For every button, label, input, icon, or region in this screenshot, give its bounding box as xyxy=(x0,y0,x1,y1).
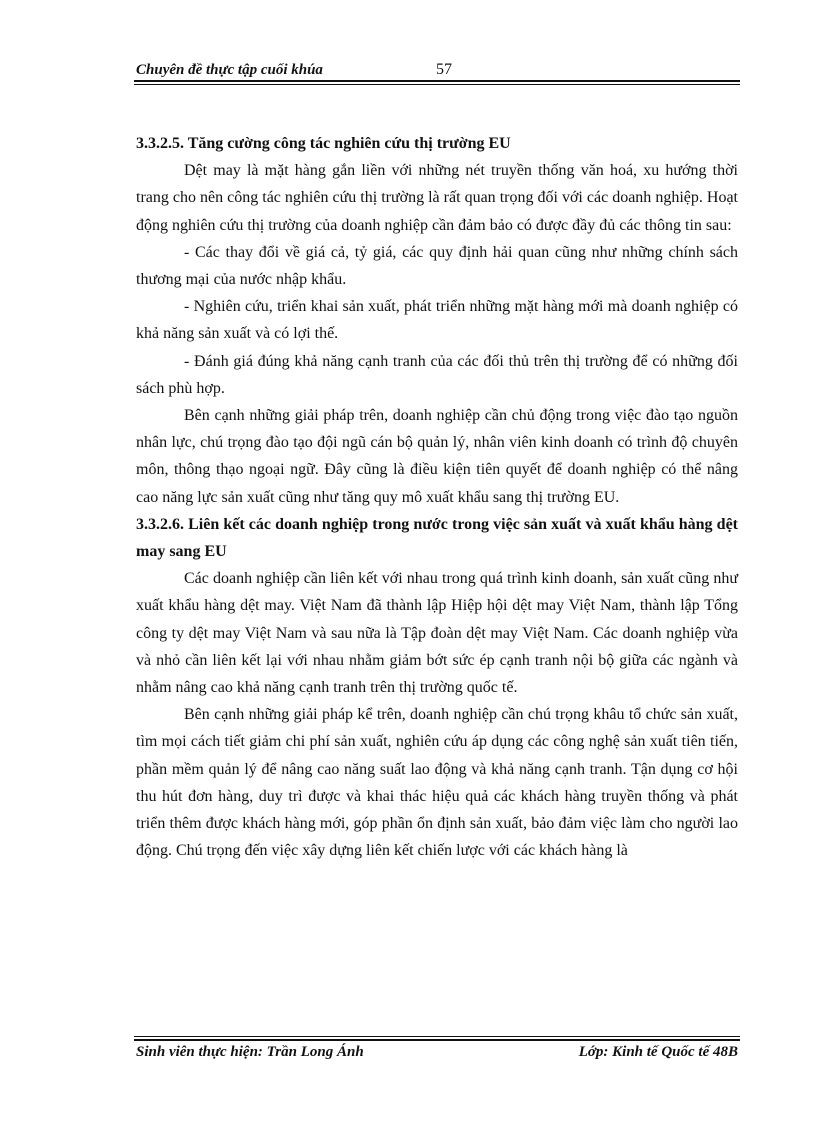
page-header xyxy=(134,58,740,84)
section-heading: 3.3.2.5. Tăng cường công tác nghiên cứu thị trường EU xyxy=(136,135,511,152)
footer-rule xyxy=(134,1036,740,1037)
paragraph: Dệt may là mặt hàng gắn liền với những nét truyền thống văn hoá, xu hướng thời trang cho nên công tác nghiên cứu thị trường là rất quan trọng đối với các doanh nghiệp. Hoạt động nghiên cứu thị trường của doanh nghiệp cần đảm bảo có được đầy đủ các thông tin sau: xyxy=(136,162,738,234)
section-heading: 3.3.2.6. Liên kết các doanh nghiệp trong nước trong việc sản xuất và xuất khẩu hàng dệt may sang EU xyxy=(136,515,738,561)
document-body xyxy=(136,130,738,864)
bullet-item: - Đánh giá đúng khả năng cạnh tranh của các đối thủ trên thị trường để có những đối sách phù hợp. xyxy=(136,352,738,397)
bullet-item: - Nghiên cứu, triển khai sản xuất, phát triển những mặt hàng mới mà doanh nghiệp có khả năng sản xuất và có lợi thế. xyxy=(136,298,738,343)
footer-class: Lớp: Kinh tế Quốc tế 48B xyxy=(578,1044,738,1060)
page-footer xyxy=(134,1036,740,1066)
header-rule xyxy=(134,80,740,82)
paragraph: Các doanh nghiệp cần liên kết với nhau trong quá trình kinh doanh, sản xuất cũng như xuất khẩu hàng dệt may. Việt Nam đã thành lập Hiệp hội dệt may Việt Nam, thành lập Tổng công ty dệt may Việt Nam và sau nữa là Tập đoàn dệt may Việt Nam. Các doanh nghiệp vừa và nhỏ cần liên kết lại với nhau nhằm giảm bớt sức ép cạnh tranh nội bộ giữa các ngành và nhằm nâng cao khả năng cạnh tranh trên thị trường quốc tế. xyxy=(136,570,738,697)
paragraph: Bên cạnh những giải pháp trên, doanh nghiệp cần chủ động trong việc đào tạo nguồn nhân lực, chú trọng đào tạo đội ngũ cán bộ quản lý, nhân viên kinh doanh có trình độ chuyên môn, thông thạo ngoại ngữ. Đây cũng là điều kiện tiên quyết để doanh nghiệp có thể nâng cao năng lực sản xuất cũng như tăng quy mô xuất khẩu sang thị trường EU. xyxy=(136,407,738,506)
footer-student: Sinh viên thực hiện: Trần Long Ánh xyxy=(136,1044,364,1060)
paragraph: Bên cạnh những giải pháp kể trên, doanh nghiệp cần chú trọng khâu tổ chức sản xuất, tìm mọi cách tiết giảm chi phí sản xuất, nghiên cứu áp dụng các công nghệ sản xuất tiên tiến, phần mềm quản lý để nâng cao năng suất lao động và khả năng cạnh tranh. Tận dụng cơ hội thu hút đơn hàng, duy trì được và khai thác hiệu quả các khách hàng truyền thống và phát triển thêm được khách hàng mới, góp phần ổn định sản xuất, bảo đảm việc làm cho người lao động. Chú trọng đến việc xây dựng liên kết chiến lược với các khách hàng là xyxy=(136,706,738,860)
bullet-item: - Các thay đổi về giá cả, tỷ giá, các quy định hải quan cũng như những chính sách thương mại của nước nhập khẩu. xyxy=(136,243,738,289)
footer-rule xyxy=(134,1039,740,1041)
page-number: 57 xyxy=(436,61,452,78)
header-rule xyxy=(134,84,740,85)
header-title: Chuyên đề thực tập cuối khúa xyxy=(136,62,323,78)
